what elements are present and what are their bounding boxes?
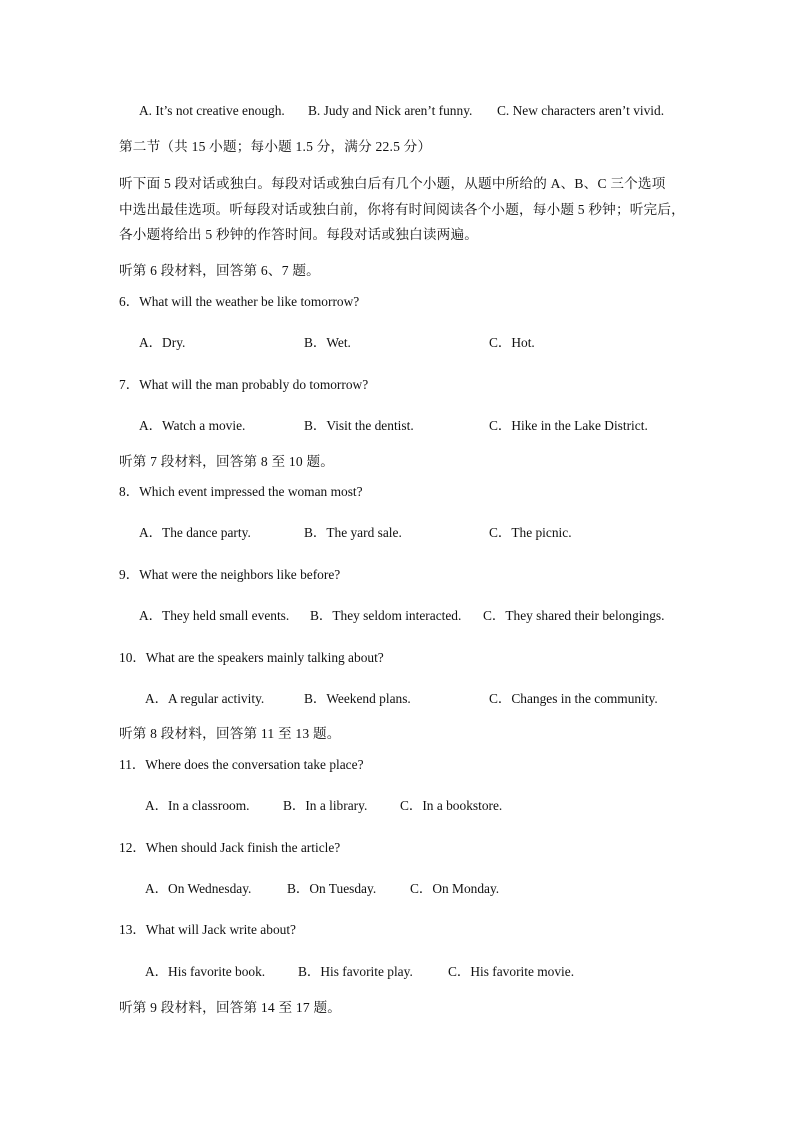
q9-option-a: A．They held small events.: [139, 608, 290, 623]
q10-option-a: A．A regular activity.: [145, 691, 265, 706]
q6-stem: 6．What will the weather be like tomorrow?: [119, 294, 360, 309]
instructions-line-2: 中选出最佳选项。听每段对话或独白前，你将有时间阅读各个小题，每小题 5 秒钟；听完后，: [119, 202, 685, 217]
q8-option-a: A．The dance party.: [139, 525, 251, 540]
q7-stem: 7．What will the man probably do tomorrow?: [119, 377, 369, 392]
q12-option-a: A．On Wednesday.: [145, 881, 252, 896]
q13-option-a: A．His favorite book.: [145, 964, 266, 979]
q13-option-b: B．His favorite play.: [298, 964, 413, 979]
q11-option-a: A．In a classroom.: [145, 798, 250, 813]
q9-stem: 9．What were the neighbors like before?: [119, 567, 341, 582]
q6-option-b: B．Wet.: [304, 335, 351, 350]
q10-stem: 10．What are the speakers mainly talking about?: [119, 650, 384, 665]
q7-option-c: C．Hike in the Lake District.: [489, 418, 648, 433]
material-7-heading: 听第 7 段材料，回答第 8 至 10 题。: [119, 454, 335, 469]
instructions-line-3: 各小题将给出 5 秒钟的作答时间。每段对话或独白读两遍。: [119, 227, 479, 242]
q6-option-a: A．Dry.: [139, 335, 186, 350]
material-9-heading: 听第 9 段材料，回答第 14 至 17 题。: [119, 1000, 342, 1015]
q11-stem: 11．Where does the conversation take place?: [119, 757, 364, 772]
instructions-line-1: 听下面 5 段对话或独白。每段对话或独白后有几个小题，从题中所给的 A、B、C 三个选项: [119, 176, 666, 191]
q7-option-b: B．Visit the dentist.: [304, 418, 414, 433]
q13-option-c: C．His favorite movie.: [448, 964, 575, 979]
q8-option-c: C．The picnic.: [489, 525, 572, 540]
q10-option-b: B．Weekend plans.: [304, 691, 411, 706]
q9-option-b: B．They seldom interacted.: [310, 608, 462, 623]
q5-option-b: B. Judy and Nick aren’t funny.: [308, 103, 473, 118]
q11-option-b: B．In a library.: [283, 798, 368, 813]
q8-option-b: B．The yard sale.: [304, 525, 402, 540]
q6-option-c: C．Hot.: [489, 335, 535, 350]
material-8-heading: 听第 8 段材料，回答第 11 至 13 题。: [119, 726, 341, 741]
q11-option-c: C．In a bookstore.: [400, 798, 503, 813]
q5-option-c: C. New characters aren’t vivid.: [497, 103, 665, 118]
q7-option-a: A．Watch a movie.: [139, 418, 246, 433]
q12-option-b: B．On Tuesday.: [287, 881, 377, 896]
q8-stem: 8．Which event impressed the woman most?: [119, 484, 363, 499]
q9-option-c: C．They shared their belongings.: [483, 608, 665, 623]
q13-stem: 13．What will Jack write about?: [119, 922, 297, 937]
q12-stem: 12．When should Jack finish the article?: [119, 840, 341, 855]
q10-option-c: C．Changes in the community.: [489, 691, 658, 706]
q5-option-a: A. It’s not creative enough.: [139, 103, 285, 118]
material-6-heading: 听第 6 段材料，回答第 6、7 题。: [119, 263, 320, 278]
section2-heading: 第二节（共 15 小题；每小题 1.5 分，满分 22.5 分）: [119, 139, 432, 154]
q12-option-c: C．On Monday.: [410, 881, 500, 896]
